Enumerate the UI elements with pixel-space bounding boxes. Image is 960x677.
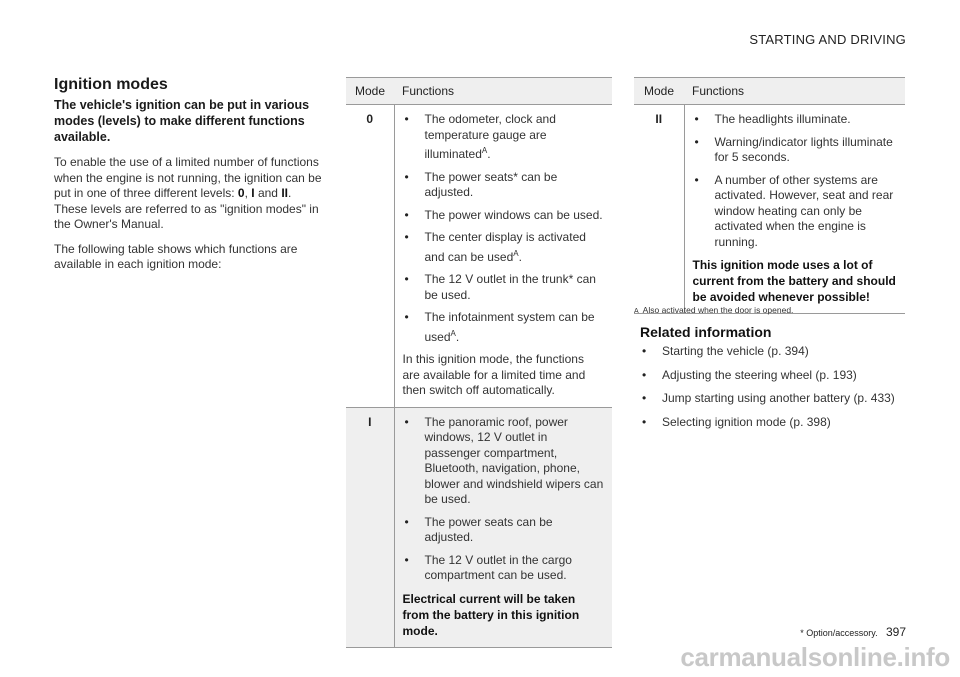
table-row-mode-II: [634, 105, 905, 314]
table-footnote: A Also activated when the door is opened.: [634, 305, 794, 315]
list-item: • A number of other systems are activated. However, seat and rear window heating can only be activated when the engine is running.: [693, 173, 898, 251]
intro-text: The vehicle's ignition can be put in various modes (levels) to make different functions available.: [54, 98, 310, 144]
paragraph-table-intro: The following table shows which functions are available in each ignition mode:: [54, 241, 298, 271]
list-item: • Warning/indicator lights illuminate for 5 seconds.: [693, 135, 898, 166]
ignition-table-part1: [346, 77, 612, 648]
mode-cell: II: [634, 105, 684, 314]
mode-warning: Electrical current will be taken from the battery in this ignition mode.: [402, 591, 580, 638]
functions-cell: [394, 105, 612, 408]
watermark: carmanualsonline.info: [680, 642, 950, 672]
list-item: • The 12 V outlet in the cargo compartment can be used.: [403, 553, 605, 584]
mode-cell: I: [346, 407, 394, 647]
list-item: • The headlights illuminate.: [693, 112, 898, 128]
column-header-mode: Mode: [346, 78, 394, 105]
list-item: • The odometer, clock and temperature gauge are illuminated$^A$.: [403, 112, 605, 163]
paragraph-levels: To enable the use of a limited number of functions when the engine is not running, the ignition can be put in one of three different levels: 0, I and II. These levels are referred to as "ignition modes" in the Owner's Manual.: [54, 155, 322, 231]
functions-cell: [684, 105, 905, 314]
mode-cell: 0: [346, 105, 394, 408]
related-link-jump-start[interactable]: • Jump starting using another battery (p. 433): [640, 391, 910, 407]
mode-warning: This ignition mode uses a lot of current from the battery and should be avoided whenever possible!: [692, 258, 896, 304]
list-item: • The power seats can be adjusted.: [403, 515, 605, 546]
table-row-mode-I: [346, 407, 612, 647]
table-row-mode-0: [346, 105, 612, 408]
left-column: [54, 76, 324, 282]
list-item: • The panoramic roof, power windows, 12 V outlet in passenger compartment, Bluetooth, navigation, phone, blower and windshield wipers can be used.: [403, 415, 605, 508]
ignition-table-part2: [634, 77, 905, 314]
column-header-functions: Functions: [394, 78, 612, 105]
option-note: * Option/accessory.: [800, 628, 878, 638]
column-header-functions: Functions: [684, 78, 905, 105]
mode-note: In this ignition mode, the functions are available for a limited time and then switch off automatically.: [402, 352, 586, 397]
list-item: • The 12 V outlet in the trunk* can be used.: [403, 272, 605, 303]
list-item: • The infotainment system can be used$^A$.: [403, 310, 605, 345]
list-item: • The center display is activated and can be used$^A$.: [403, 230, 605, 265]
list-item: • The power windows can be used.: [403, 208, 605, 224]
related-link-starting[interactable]: • Starting the vehicle (p. 394): [640, 344, 910, 360]
page-number: 397: [885, 625, 906, 639]
page-footer: [800, 625, 906, 639]
list-item: • The power seats* can be adjusted.: [403, 170, 605, 201]
section-header: STARTING AND DRIVING: [749, 32, 906, 47]
related-title: Related information: [640, 324, 772, 340]
column-header-mode: Mode: [634, 78, 684, 105]
page-title: Ignition modes: [54, 76, 168, 93]
related-link-steering[interactable]: • Adjusting the steering wheel (p. 193): [640, 368, 910, 384]
functions-cell: [394, 407, 612, 647]
related-information: [640, 324, 910, 438]
related-link-ignition-mode[interactable]: • Selecting ignition mode (p. 398): [640, 415, 910, 431]
